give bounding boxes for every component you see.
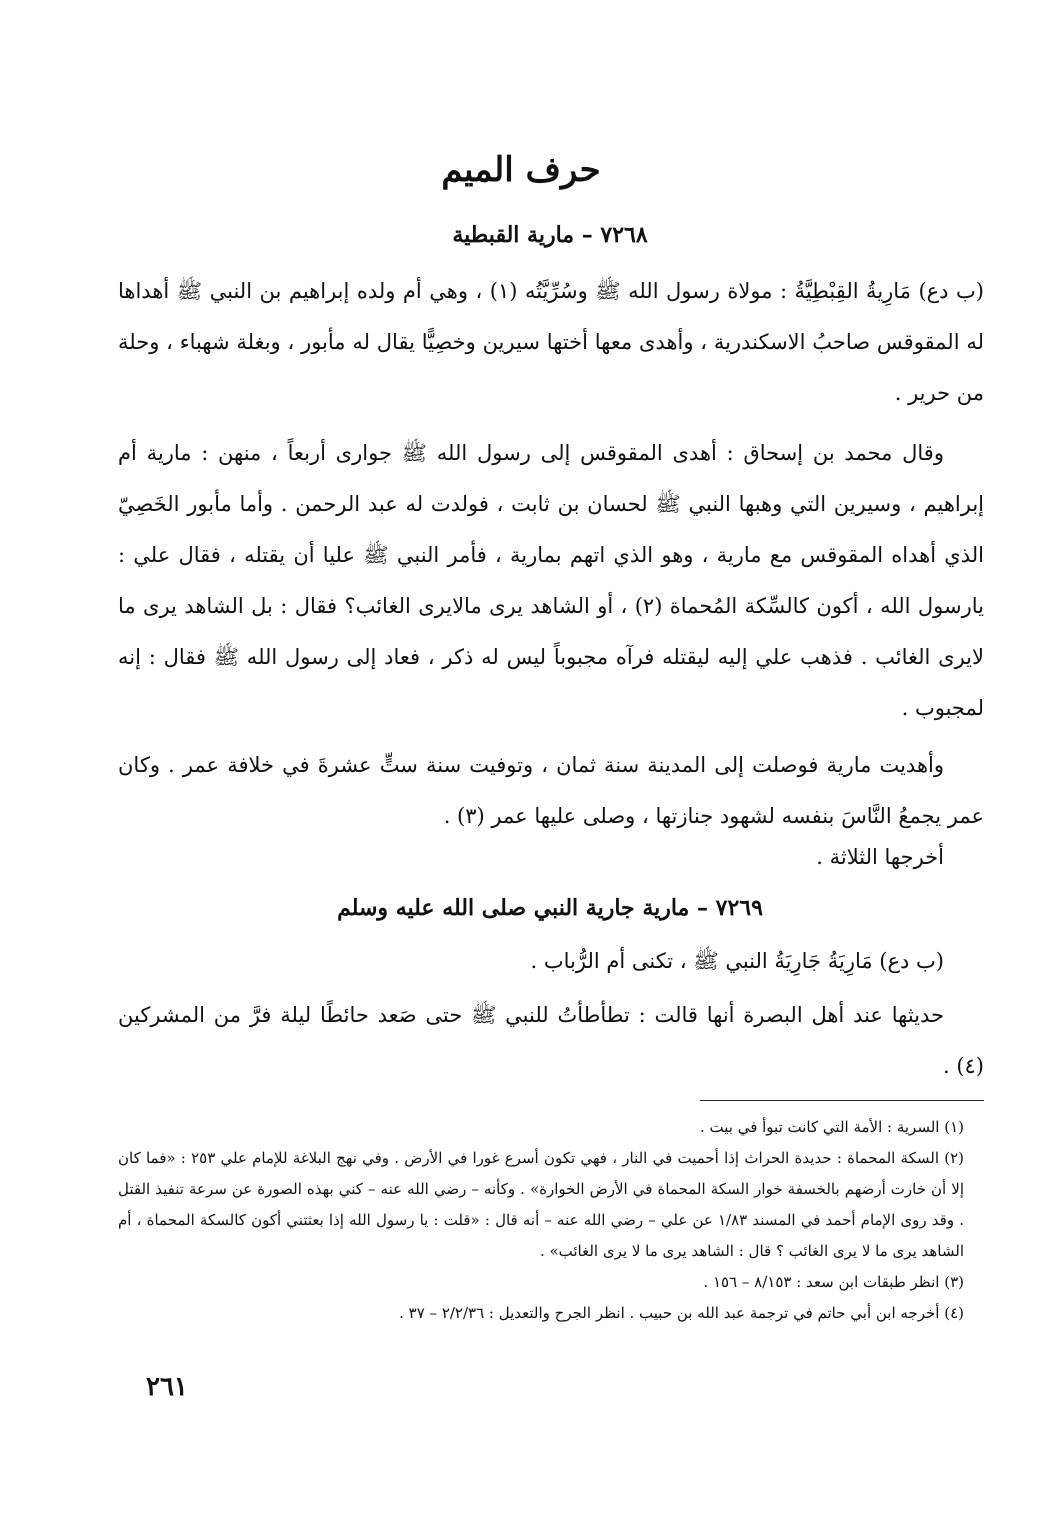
footnote-3: (٣) انظر طبقات ابن سعد : ٨/١٥٣ – ١٥٦ . xyxy=(703,1273,964,1291)
entry-7269-paragraph-2: حديثها عند أهل البصرة أنها قالت : تطأطأتُ للنبي ﷺ حتى صَعد حائطًا ليلة فرَّ من المشركين (٤) . xyxy=(118,1003,984,1078)
entry-7269-paragraph-1: (ب دع) مَارِيَةُ جَارِيَةُ النبي ﷺ ، تكنى أم الرُّباب . xyxy=(530,949,944,973)
footnote-divider xyxy=(700,1100,984,1101)
entry-heading-7268: ٧٢٦٨ – مارية القبطية xyxy=(452,222,648,248)
page-number: ٢٦١ xyxy=(146,1372,188,1402)
chapter-title: حرف الميم xyxy=(441,150,601,190)
entry-7268-attribution: أخرجها الثلاثة . xyxy=(816,845,944,869)
footnotes-list xyxy=(118,1112,984,1329)
entry-7268-paragraph-3: وأهديت مارية فوصلت إلى المدينة سنة ثمان ، وتوفيت سنة ستٍّ عشرةَ في خلافة عمر . وكان عمر يجمعُ النَّاسَ بنفسه لشهود جنازتها ، وصلى عليها عمر (٣) . xyxy=(118,753,984,828)
entry-7268-paragraph-2: وقال محمد بن إسحاق : أهدى المقوقس إلى رسول الله ﷺ جوارى أربعاً ، منهن : مارية أم إبراهيم ، وسيرين التي وهبها النبي ﷺ لحسان بن ثابت ، فولدت له عبد الرحمن . وأما مأبور الخَصِيّ الذي أهداه المقوقس مع مارية ، وهو الذي اتهم بمارية ، فأمر النبي ﷺ عليا أن يقتله ، فقال علي : يارسول الله ، أكون كالسِّكة المُحماة (٢) ، أو الشاهد يرى مالايرى الغائب؟ فقال : بل الشاهد يرى ما لايرى الغائب . فذهب علي إليه ليقتله فرآه مجبوباً ليس له ذكر ، فعاد إلى رسول الله ﷺ فقال : إنه لمجبوب . xyxy=(118,441,984,720)
footnote-1: (١) السرية : الأمة التي كانت تبوأ في بيت . xyxy=(699,1118,964,1136)
entry-heading-7269: ٧٢٦٩ – مارية جارية النبي صلى الله عليه وسلم xyxy=(337,895,763,921)
footnote-4: (٤) أخرجه ابن أبي حاتم في ترجمة عبد الله بن حبيب . انظر الجرح والتعديل : ٢/٢/٣٦ – ٣٧ . xyxy=(399,1304,964,1322)
footnote-2: (٢) السكة المحماة : حديدة الحراث إذا أحميت في النار ، فهي تكون أسرع غورا في الأرض . وفي نهج البلاغة للإمام علي ٢٥٣ : «فما كان إلا أن خارت أرضهم بالخسفة خوار السكة المحماة في الأرض الخوارة» . وكأنه – رضي الله عنه – كني بهذه الصورة عن سرعة تنفيذ القتل . وقد روى الإمام أحمد في المسند ١/٨٣ عن علي – رضي الله عنه – أنه قال : «قلت : يا رسول الله إذا بعثتني أكون كالسكة المحماة ، أم الشاهد يرى ما لا يرى الغائب ؟ قال : الشاهد يرى ما لا يرى الغائب» . xyxy=(118,1149,965,1260)
entry-7268-paragraph-1: (ب دع) مَارِيةُ القِبْطِيَّةُ : مولاة رسول الله ﷺ وسُرِّيَّتُه (١) ، وهي أم ولده إبراهيم بن النبي ﷺ أهداها له المقوقس صاحبُ الاسكندرية ، وأهدى معها أختها سيرين وخصِيًّا يقال له مأبور ، وبغلة شهباء ، وحلة من حرير . xyxy=(118,279,984,405)
